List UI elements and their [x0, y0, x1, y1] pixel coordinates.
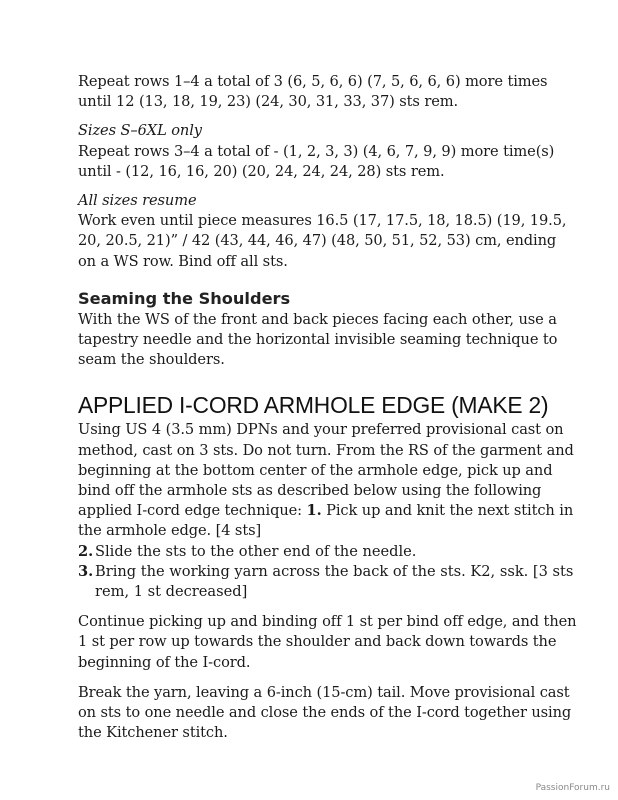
- step1-text: Pick up and knit the next stitch in the armhole edge. [4 sts]: [78, 502, 574, 540]
- all-sizes-label: All sizes resume: [78, 192, 197, 210]
- repeat-rows-paragraph: Repeat rows 1–4 a total of 3 (6, 5, 6, 6) (7, 5, 6, 6, 6) more times until 12 (13, 18, 19, 23) (24, 30, 31, 33, 37) sts rem.: [78, 73, 548, 111]
- icord-intro-paragraph: [78, 420, 578, 541]
- step3-number: 3.: [78, 562, 94, 580]
- sizes-label: Sizes S–6XL only: [78, 122, 202, 140]
- step1-number: 1.: [306, 502, 322, 520]
- step2-number: 2.: [78, 542, 94, 560]
- continue-paragraph: Continue picking up and binding off 1 st per bind off edge, and then 1 st per row up towards the shoulder and back down towards the beginning of the I-cord.: [78, 613, 577, 671]
- break-yarn-paragraph: Break the yarn, leaving a 6-inch (15-cm) tail. Move provisional cast on sts to one needle and close the ends of the I-cord together using the Kitchener stitch.: [78, 683, 572, 742]
- step-2: [78, 542, 578, 562]
- step3-text: Bring the working yarn across the back of the sts. K2, ssk. [3 sts rem, 1 st decreased]: [95, 562, 574, 601]
- repeat-rows-sizes-paragraph: Repeat rows 3–4 a total of - (1, 2, 3, 3) (4, 6, 7, 9, 9) more time(s) until - (12, 16, 16, 20) (20, 24, 24, 24, 28) sts rem.: [78, 142, 555, 180]
- watermark: PassionForum.ru: [535, 783, 610, 793]
- icord-intro-text: Using US 4 (3.5 mm) DPNs and your preferred provisional cast on method, cast on 3 sts. Do not turn. From the RS of the garment and beginning at the bottom center of the armhole edge, pick up and bind off the armhole sts as described below using the following applied I-cord edge technique:: [78, 421, 574, 520]
- icord-heading: APPLIED I-CORD ARMHOLE EDGE (MAKE 2): [78, 392, 549, 419]
- step-3: [78, 562, 578, 602]
- work-even-paragraph: Work even until piece measures 16.5 (17, 17.5, 18, 18.5) (19, 19.5, 20, 20.5, 21)” / 42 (43, 44, 46, 47) (48, 50, 51, 52, 53) cm, ending on a WS row. Bind off all sts.: [78, 212, 567, 270]
- step2-text: Slide the sts to the other end of the needle.: [95, 542, 417, 560]
- seaming-heading: Seaming the Shoulders: [78, 288, 291, 308]
- seaming-paragraph: With the WS of the front and back pieces facing each other, use a tapestry needle and the horizontal invisible seaming technique to seam the shoulders.: [78, 310, 558, 369]
- document-page: [78, 72, 578, 743]
